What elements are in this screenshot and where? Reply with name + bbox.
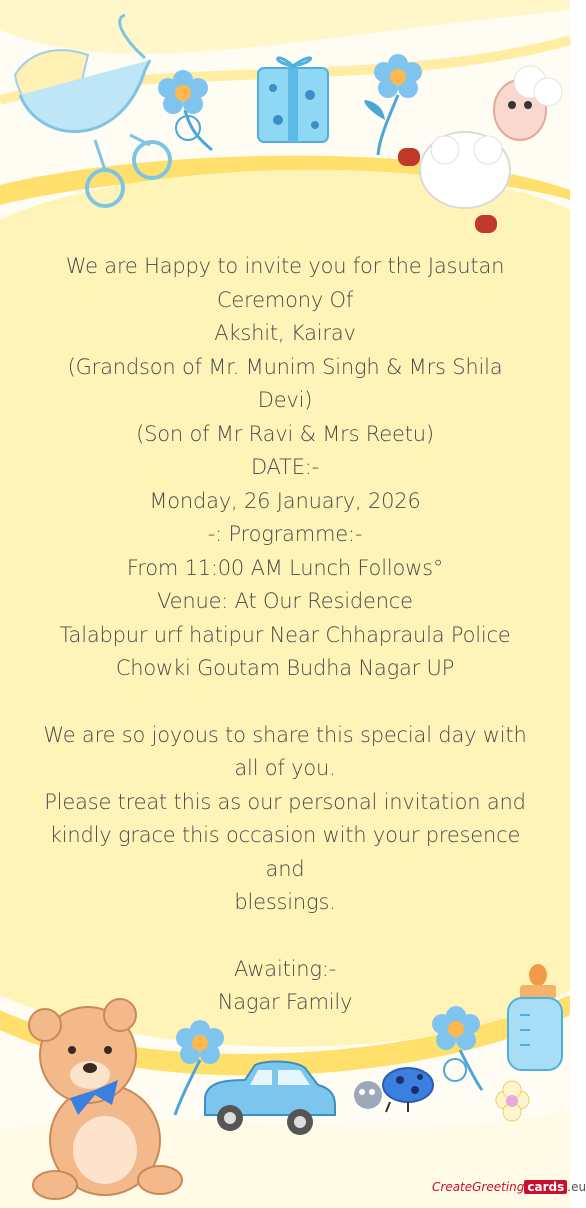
address-line-1: Talabpur urf hatipur Near Chhapraula Police <box>59 622 511 647</box>
grandson-line-1: (Grandson of Mr. Munim Singh & Mrs Shila <box>67 354 503 379</box>
invitation-text <box>30 250 540 1020</box>
date-label: DATE:- <box>250 455 320 479</box>
gift-box-icon <box>258 58 328 142</box>
grandson-line-2: Devi) <box>257 388 313 412</box>
programme-value: From 11:00 AM Lunch Follows° <box>126 555 444 580</box>
address-line-2: Chowki Goutam Budha Nagar UP <box>115 656 455 680</box>
spacer <box>30 920 540 953</box>
child-names: Akshit, Kairav <box>214 321 356 345</box>
spacer <box>30 686 540 719</box>
joy-line-1: We are so joyous to share this special day with <box>43 722 527 747</box>
brand-name-part-3: .eu <box>567 1180 586 1194</box>
host-family: Nagar Family <box>217 990 353 1014</box>
programme-label: -: Programme:- <box>207 522 363 546</box>
treat-line-3: blessings. <box>234 890 336 914</box>
treat-line-1: Please treat this as our personal invitation and <box>44 789 526 814</box>
treat-line-2: kindly grace this occasion with your presence and <box>49 823 521 881</box>
joy-line-2: all of you. <box>234 756 336 780</box>
invite-line-1: We are Happy to invite you for the Jasutan <box>65 254 505 278</box>
brand-name-part-2: cards <box>524 1180 567 1194</box>
venue-line: Venue: At Our Residence <box>157 589 413 613</box>
invite-line-2: Ceremony Of <box>216 287 354 312</box>
brand-name-part-1: CreateGreeting <box>432 1180 525 1194</box>
awaiting-label: Awaiting:- <box>233 956 337 981</box>
brand-watermark[interactable] <box>432 1180 586 1194</box>
date-value: Monday, 26 January, 2026 <box>149 488 421 513</box>
son-of-line: (Son of Mr Ravi & Mrs Reetu) <box>136 421 434 446</box>
